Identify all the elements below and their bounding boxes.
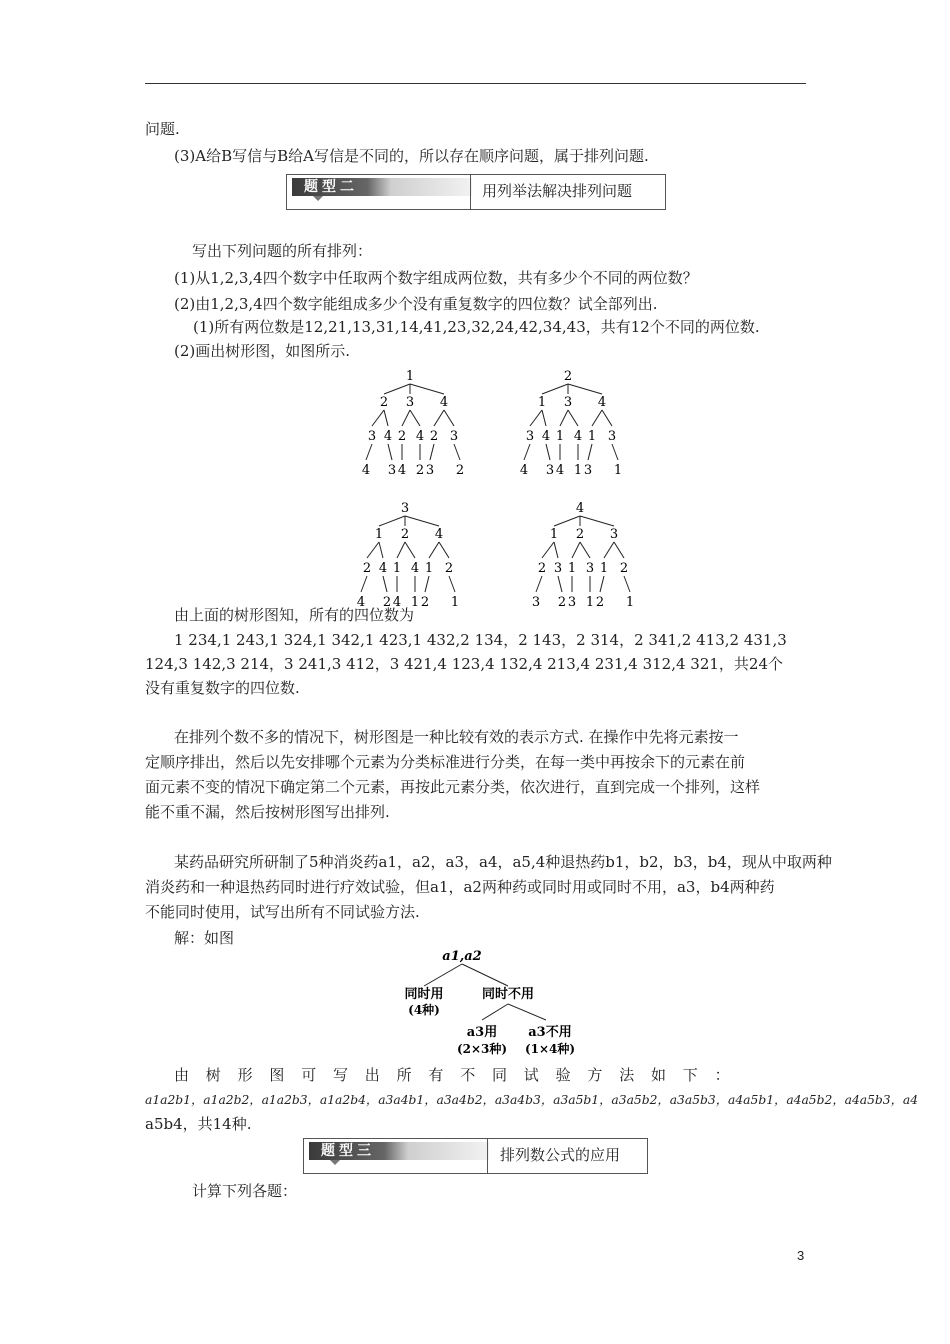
text-line: 解：如图 bbox=[174, 929, 235, 947]
tree-branch bbox=[580, 516, 614, 526]
tree-branch bbox=[366, 444, 372, 460]
tree-branch bbox=[624, 576, 630, 592]
tree-branch bbox=[602, 410, 612, 426]
tree-branch bbox=[530, 410, 542, 426]
tree-leaf: 3 bbox=[567, 595, 577, 610]
tree-node: 1 bbox=[392, 561, 402, 576]
tree-branch bbox=[430, 444, 434, 460]
page-number: 3 bbox=[797, 1248, 805, 1263]
tree-leaf: 3 bbox=[583, 463, 593, 478]
banner-notch-icon bbox=[313, 196, 323, 201]
text-line: 计算下列各题： bbox=[192, 1182, 298, 1200]
diagram-node: 同时不用 bbox=[481, 987, 535, 1002]
tree-root: 3 bbox=[400, 501, 410, 516]
text-line: 某药品研究所研制了5种消炎药a1，a2，a3，a4，a5,4种退热药b1，b2，b3，b4，现从中取两种 bbox=[174, 853, 832, 871]
text-line: 问题. bbox=[145, 120, 180, 138]
tree-leaf: 3 bbox=[531, 595, 541, 610]
text-line: (2)由1,2,3,4四个数字能组成多少个没有重复数字的四位数？试全部列出. bbox=[174, 295, 658, 313]
tree-node: 3 bbox=[367, 429, 377, 444]
tree-node: 4 bbox=[434, 527, 444, 542]
tree-leaf: 2 bbox=[595, 595, 605, 610]
tree-leaf: 2 bbox=[557, 595, 567, 610]
banner-notch-icon bbox=[330, 1160, 340, 1165]
tree-node: 2 bbox=[397, 429, 407, 444]
tree-node: 2 bbox=[537, 561, 547, 576]
banner-tag: 题型三 bbox=[309, 1142, 489, 1160]
tree-branch bbox=[542, 542, 554, 558]
tree-branch bbox=[558, 576, 562, 592]
tree-node: 1 bbox=[537, 395, 547, 410]
tree-node: 4 bbox=[383, 429, 393, 444]
tree-branch bbox=[568, 384, 602, 394]
text-line: 写出下列问题的所有排列： bbox=[192, 242, 373, 260]
tree-root: 4 bbox=[575, 501, 585, 516]
tree-branch bbox=[410, 384, 444, 394]
tree-leaf: 2 bbox=[455, 463, 465, 478]
tree-node: 4 bbox=[573, 429, 583, 444]
text-line: 面元素不变的情况下确定第二个元素，再按此元素分类，依次进行，直到完成一个排列，这样 bbox=[145, 778, 761, 796]
text-line: 没有重复数字的四位数. bbox=[145, 679, 300, 697]
text-line: (1)所有两位数是12,21,13,31,14,41,23,32,24,42,34,43，共有12个不同的两位数. bbox=[193, 318, 760, 336]
tree-branch bbox=[429, 542, 439, 558]
tree-leaf: 4 bbox=[555, 463, 565, 478]
tree-node: 2 bbox=[400, 527, 410, 542]
tree-branch bbox=[444, 410, 454, 426]
tree-branch bbox=[384, 384, 410, 394]
tree-node: 2 bbox=[444, 561, 454, 576]
tree-node: 1 bbox=[555, 429, 565, 444]
text-line: a5b4，共14种. bbox=[145, 1115, 252, 1133]
tree-node: 2 bbox=[362, 561, 372, 576]
tree-leaf: 2 bbox=[415, 463, 425, 478]
tree-branch bbox=[542, 410, 546, 426]
text-line: 由树形图可写出所有不同试验方法如下： bbox=[174, 1066, 747, 1084]
tree-diagrams bbox=[350, 360, 650, 610]
tree-branch bbox=[405, 516, 439, 526]
tree-branch bbox=[614, 542, 624, 558]
tree-node: 4 bbox=[415, 429, 425, 444]
tree-branch bbox=[580, 542, 590, 558]
text-line: 在排列个数不多的情况下，树形图是一种比较有效的表示方式. 在操作中先将元素按一 bbox=[174, 728, 739, 746]
tree-branch bbox=[612, 444, 618, 460]
tree-leaf: 1 bbox=[450, 595, 460, 610]
banner-title: 用列举法解决排列问题 bbox=[482, 182, 633, 200]
tree-node: 3 bbox=[563, 395, 573, 410]
tree-branch bbox=[554, 542, 558, 558]
tree-node: 2 bbox=[429, 429, 439, 444]
text-line: (2)画出树形图，如图所示. bbox=[174, 342, 351, 360]
tree-branch bbox=[405, 542, 415, 558]
tree-branch bbox=[439, 542, 449, 558]
tree-leaf: 1 bbox=[410, 595, 420, 610]
banner-tag: 题型二 bbox=[292, 178, 472, 196]
tree-leaf: 3 bbox=[545, 463, 555, 478]
tree-branch bbox=[600, 576, 604, 592]
tree-node: 4 bbox=[597, 395, 607, 410]
tree-branch bbox=[588, 444, 592, 460]
text-line: 由上面的树形图知，所有的四位数为 bbox=[174, 606, 415, 624]
tree-node: 2 bbox=[619, 561, 629, 576]
tree-leaf: 4 bbox=[519, 463, 529, 478]
classification-tree bbox=[380, 946, 600, 1058]
tree-branch bbox=[524, 444, 530, 460]
tree-leaf: 2 bbox=[382, 595, 392, 610]
text-line: (3)A给B写信与B给A写信是不同的，所以存在顺序问题，属于排列问题. bbox=[174, 147, 649, 165]
tree-branch bbox=[367, 542, 379, 558]
tree-branch bbox=[560, 410, 568, 426]
tree-node: 1 bbox=[424, 561, 434, 576]
tree-branch bbox=[554, 516, 580, 526]
tree-branch bbox=[402, 410, 410, 426]
tree-leaf: 1 bbox=[585, 595, 595, 610]
tree-node: 1 bbox=[567, 561, 577, 576]
banner-title: 排列数公式的应用 bbox=[500, 1146, 621, 1164]
tree-leaf: 4 bbox=[356, 595, 366, 610]
text-line: a1a2b1，a1a2b2，a1a2b3，a1a2b4，a3a4b1，a3a4b2，a3a4b3，a3a5b1，a3a5b2，a3a5b3，a4a5b1，a4a5b2，a4a5b3，a4 bbox=[145, 1093, 919, 1107]
tree-branch bbox=[383, 576, 387, 592]
tree-leaf: 4 bbox=[392, 595, 402, 610]
diagram-node: (1×4种) bbox=[524, 1042, 576, 1056]
tree-branch bbox=[379, 516, 405, 526]
tree-branch bbox=[410, 410, 420, 426]
tree-leaf: 3 bbox=[425, 463, 435, 478]
tree-branch bbox=[536, 576, 542, 592]
text-line: 不能同时使用，试写出所有不同试验方法. bbox=[145, 903, 420, 921]
diagram-node: 同时用 bbox=[404, 987, 444, 1002]
tree-branch bbox=[604, 542, 614, 558]
diagram-node: (4种) bbox=[408, 1003, 440, 1017]
tree-branch bbox=[379, 542, 383, 558]
tree-branch bbox=[397, 542, 405, 558]
header-rule bbox=[145, 83, 806, 84]
diagram-root: a1,a2 bbox=[442, 949, 482, 964]
text-line: 能不重不漏，然后按树形图写出排列. bbox=[145, 803, 390, 821]
tree-node: 1 bbox=[549, 527, 559, 542]
tree-leaf: 1 bbox=[625, 595, 635, 610]
tree-branch bbox=[454, 444, 460, 460]
tree-branch bbox=[568, 410, 578, 426]
diagram-node: (2×3种) bbox=[456, 1042, 508, 1056]
tree-branch bbox=[361, 576, 367, 592]
section-banner-3 bbox=[303, 1138, 648, 1174]
diagram-node: a3不用 bbox=[528, 1025, 572, 1040]
diagram-node: a3用 bbox=[466, 1025, 498, 1040]
tree-leaf: 2 bbox=[420, 595, 430, 610]
tree-root: 2 bbox=[563, 369, 573, 384]
tree-branch bbox=[372, 410, 384, 426]
section-banner-2 bbox=[286, 174, 666, 210]
tree-leaf: 4 bbox=[397, 463, 407, 478]
text-line: (1)从1,2,3,4四个数字中任取两个数字组成两位数，共有多少个不同的两位数？ bbox=[174, 269, 698, 287]
tree-node: 2 bbox=[379, 395, 389, 410]
tree-node: 1 bbox=[587, 429, 597, 444]
tree-node: 3 bbox=[525, 429, 535, 444]
tree-node: 4 bbox=[378, 561, 388, 576]
tree-node: 3 bbox=[405, 395, 415, 410]
tree-node: 4 bbox=[541, 429, 551, 444]
tree-leaf: 1 bbox=[573, 463, 583, 478]
tree-node: 4 bbox=[410, 561, 420, 576]
text-line: 124,3 142,3 214，3 241,3 412，3 421,4 123,4 132,4 213,4 231,4 312,4 321，共24个 bbox=[145, 655, 783, 673]
tree-leaf: 4 bbox=[361, 463, 371, 478]
tree-leaf: 1 bbox=[613, 463, 623, 478]
text-line: 消炎药和一种退热药同时进行疗效试验，但a1，a2两种药或同时用或同时不用，a3，b4两种药 bbox=[145, 878, 775, 896]
tree-branch bbox=[434, 410, 444, 426]
tree-branch bbox=[572, 542, 580, 558]
tree-node: 1 bbox=[599, 561, 609, 576]
tree-node: 3 bbox=[585, 561, 595, 576]
tree-branch bbox=[449, 576, 455, 592]
tree-branch bbox=[425, 576, 429, 592]
tree-branch bbox=[592, 410, 602, 426]
tree-root: 1 bbox=[405, 369, 415, 384]
tree-node: 3 bbox=[553, 561, 563, 576]
tree-node: 3 bbox=[607, 429, 617, 444]
text-line: 1 234,1 243,1 324,1 342,1 423,1 432,2 134，2 143，2 314，2 341,2 413,2 431,3 bbox=[174, 631, 787, 649]
tree-node: 4 bbox=[439, 395, 449, 410]
tree-node: 3 bbox=[609, 527, 619, 542]
tree-node: 2 bbox=[575, 527, 585, 542]
tree-node: 1 bbox=[374, 527, 384, 542]
tree-leaf: 3 bbox=[387, 463, 397, 478]
tree-branch bbox=[384, 410, 388, 426]
tree-branch bbox=[388, 444, 392, 460]
tree-node: 3 bbox=[449, 429, 459, 444]
text-line: 定顺序排出，然后以先安排哪个元素为分类标准进行分类，在每一类中再按余下的元素在前 bbox=[145, 753, 746, 771]
tree-branch bbox=[546, 444, 550, 460]
tree-branch bbox=[542, 384, 568, 394]
